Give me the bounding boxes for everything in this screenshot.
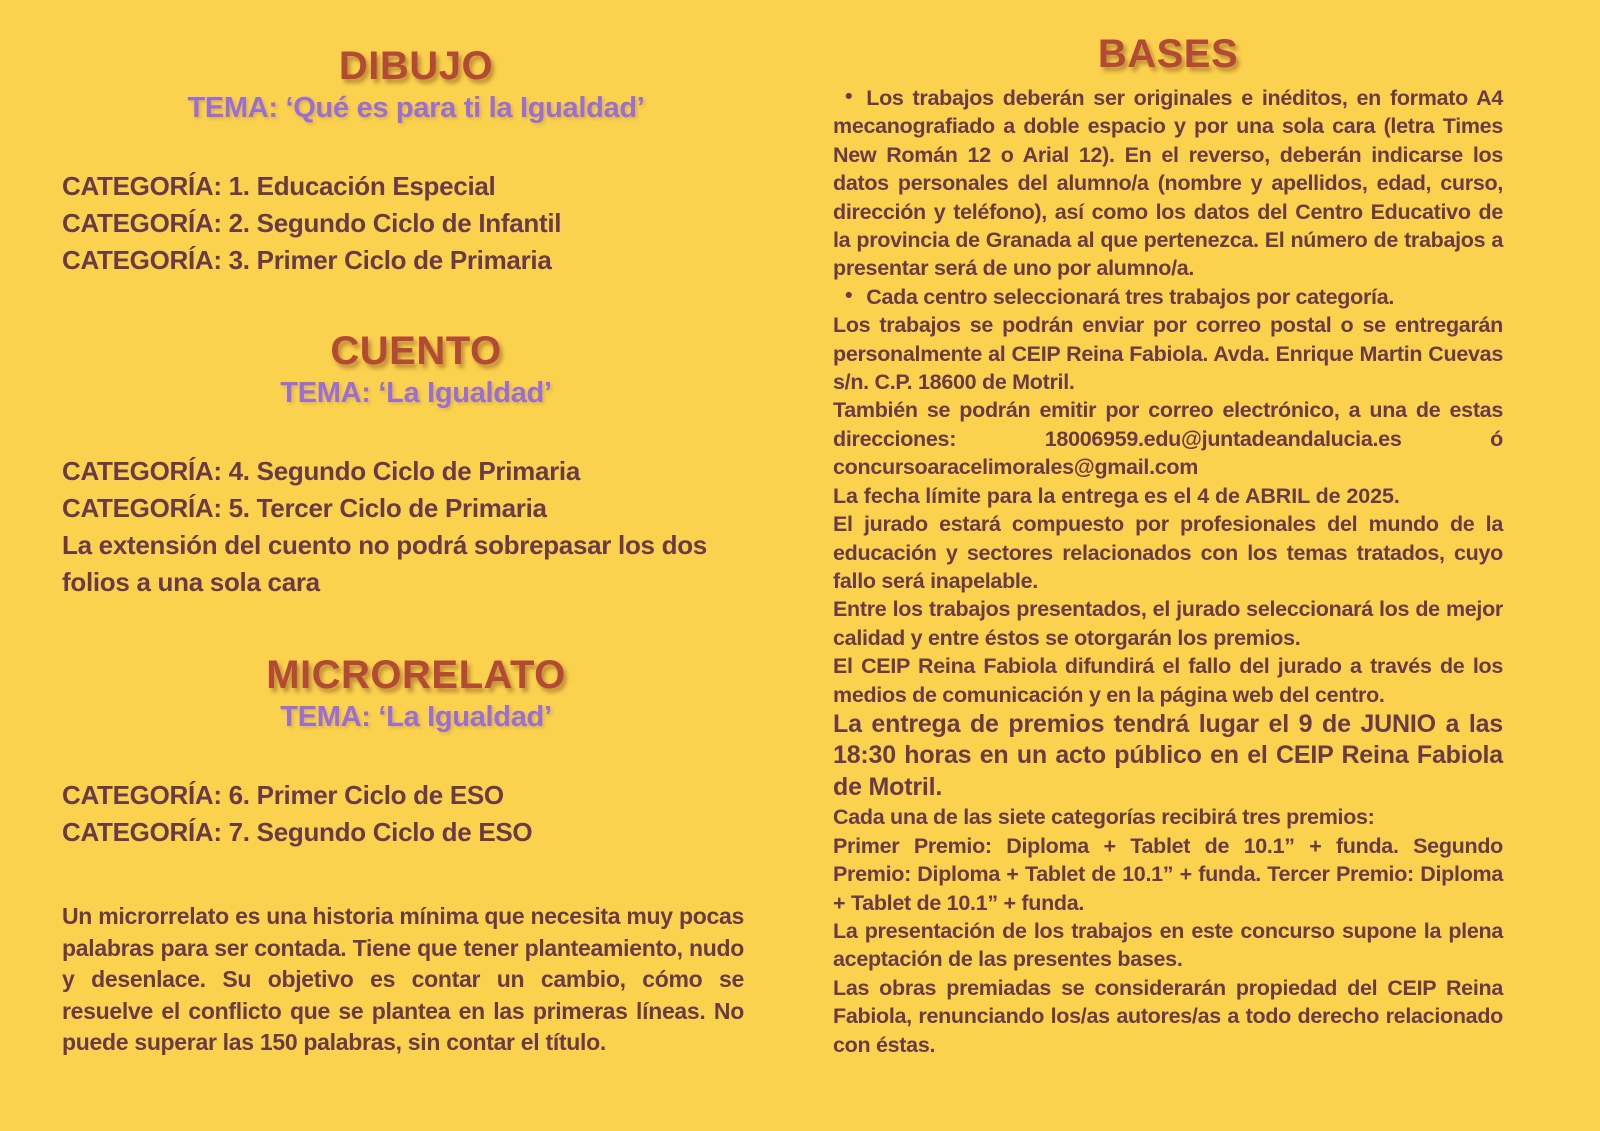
category-line: CATEGORÍA: 4. Segundo Ciclo de Primaria bbox=[62, 456, 581, 486]
bases-rule-jurado: El jurado estará compuesto por profesionales del mundo de la educación y sectores relacionados con los temas tratados, cuyo fallo será inapelable. bbox=[833, 512, 1503, 593]
category-list-dibujo bbox=[62, 168, 762, 279]
bases-premios-intro: Cada una de las siete categorías recibirá tres premios: bbox=[833, 805, 1375, 830]
microrelato-definition: Un microrrelato es una historia mínima que necesita muy pocas palabras para ser contada. Tiene que tener planteamiento, nudo y desenlace. Su objetivo es contar un cambio, cómo se resuelve el conflicto que se plantea en las primeras líneas. No puede superar las 150 palabras, sin contar el título. bbox=[62, 903, 744, 1055]
category-list-microrelato bbox=[62, 777, 762, 851]
section-title-bases: BASES bbox=[1097, 32, 1239, 76]
tema-dibujo: TEMA: ‘Qué es para ti la Igualdad’ bbox=[187, 92, 645, 124]
rule-text: Cada centro seleccionará tres trabajos por categoría. bbox=[866, 284, 1395, 309]
deadline-period: . bbox=[1393, 483, 1400, 508]
category-line: CATEGORÍA: 2. Segundo Ciclo de Infantil bbox=[62, 208, 562, 238]
bases-rule-difusion: El CEIP Reina Fabiola difundirá el fallo del jurado a través de los medios de comunicación y en la página web del centro. bbox=[833, 654, 1503, 707]
bases-rule-envio: Los trabajos se podrán enviar por correo postal o se entregarán personalmente al CEIP Reina Fabiola. Avda. Enrique Martin Cuevas s/n. C.P. 18600 de Motril. bbox=[833, 313, 1503, 395]
bases-column bbox=[800, 0, 1600, 1131]
bases-entrega-premios: La entrega de premios tendrá lugar el 9 de JUNIO a las 18:30 horas en un acto público en el CEIP Reina Fabiola de Motril. bbox=[833, 709, 1503, 801]
section-title-microrelato: MICRORELATO bbox=[266, 653, 566, 697]
bases-deadline bbox=[833, 482, 1503, 510]
category-line: CATEGORÍA: 5. Tercer Ciclo de Primaria bbox=[62, 493, 547, 523]
category-list-cuento bbox=[62, 453, 762, 601]
bullet-icon: • bbox=[845, 84, 853, 108]
bullet-icon: • bbox=[845, 282, 853, 307]
bases-propiedad: Las obras premiadas se considerarán propiedad del CEIP Reina Fabiola, renunciando los/as autores/as a todo derecho relacionado con éstas. bbox=[833, 975, 1503, 1057]
bases-aceptacion: La presentación de los trabajos en este concurso supone la plena aceptación de las presentes bases. bbox=[833, 919, 1503, 972]
category-line: CATEGORÍA: 1. Educación Especial bbox=[62, 171, 496, 201]
category-note: La extensión del cuento no podrá sobrepasar los dos folios a una sola cara bbox=[62, 530, 707, 597]
category-line: CATEGORÍA: 3. Primer Ciclo de Primaria bbox=[62, 245, 552, 275]
rule-text: Los trabajos deberán ser originales e inéditos, en formato A4 mecanografiado a doble espacio y por una sola cara (letra Times New Román 12 o Arial 12). En el reverso, deberán indicarse los datos personales del alumno/a (nombre y apellidos, edad, curso, dirección y teléfono), así como los datos del Centro Educativo de la provincia de Granada al que pertenezca. El número de trabajos a presentar será de uno por alumno/a. bbox=[833, 86, 1503, 281]
bases-rule-seleccion-premios: Entre los trabajos presentados, el jurado seleccionará los de mejor calidad y entre éstos se otorgarán los premios. bbox=[833, 597, 1503, 650]
bases-rule-originales bbox=[833, 84, 1503, 283]
bases-premios-detalle: Primer Premio: Diploma + Tablet de 10.1” + funda. Segundo Premio: Diploma + Tablet de 10.1” + funda. Tercer Premio: Diploma + Tablet de 10.1” + funda. bbox=[833, 833, 1503, 915]
tema-cuento: TEMA: ‘La Igualdad’ bbox=[280, 377, 552, 409]
section-title-cuento: CUENTO bbox=[330, 329, 502, 373]
deadline-text: La fecha límite para la entrega es el 4 de ABRIL de 2025 bbox=[833, 483, 1394, 508]
bases-rule-seleccion bbox=[833, 283, 1503, 311]
section-title-dibujo: DIBUJO bbox=[338, 44, 494, 88]
category-line: CATEGORÍA: 7. Segundo Ciclo de ESO bbox=[62, 817, 533, 847]
tema-microrelato: TEMA: ‘La Igualdad’ bbox=[280, 701, 552, 733]
category-line: CATEGORÍA: 6. Primer Ciclo de ESO bbox=[62, 780, 504, 810]
bases-rule-email: También se podrán emitir por correo electrónico, a una de estas direcciones: 18006959.edu@juntadeandalucia.es ó concursoaracelimorales@gmail.com bbox=[833, 398, 1503, 480]
